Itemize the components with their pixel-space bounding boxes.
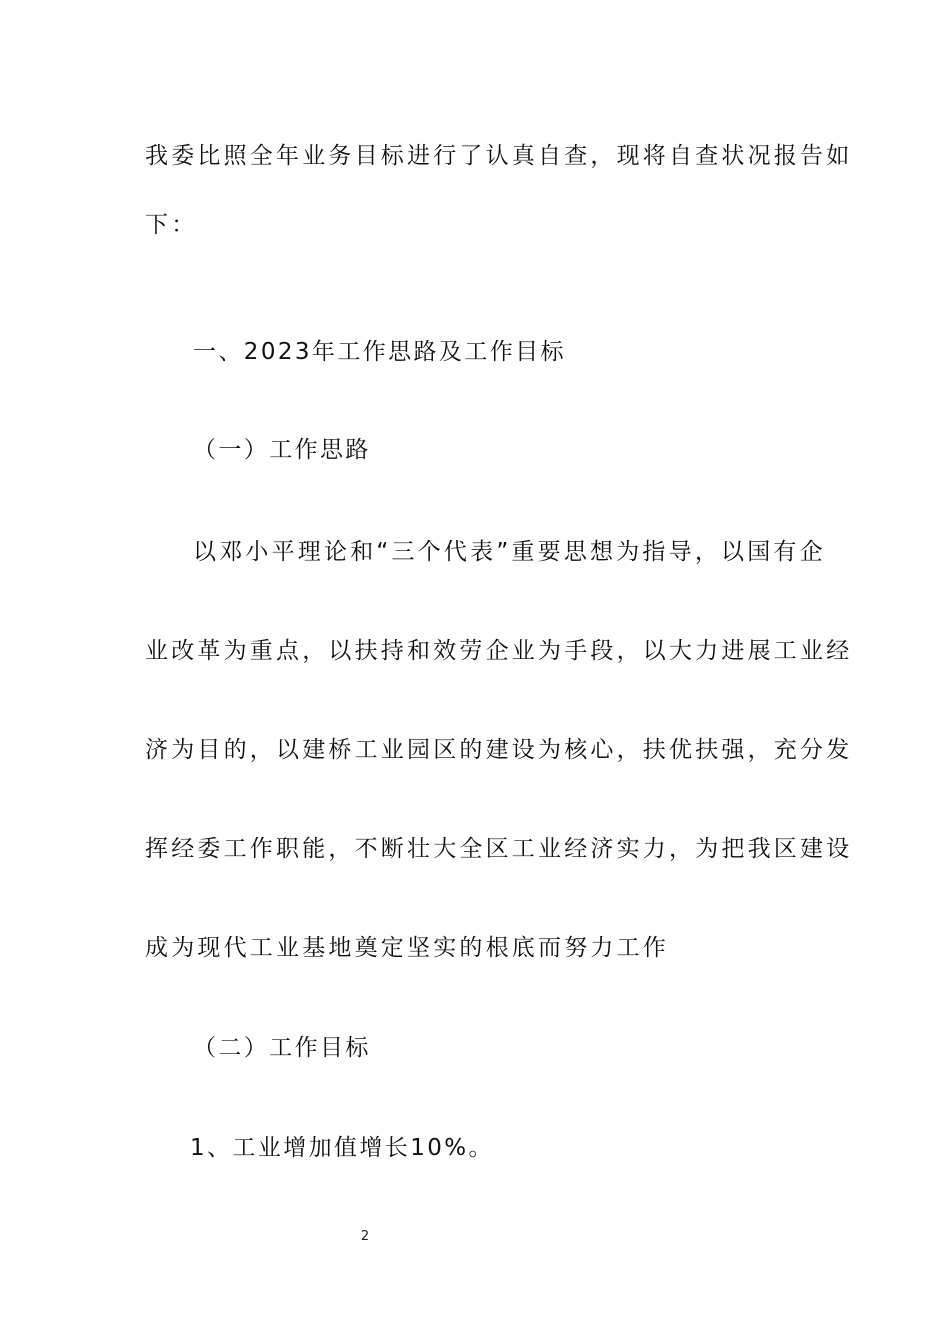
paragraph-line: 业改革为重点，以扶持和效劳企业为手段，以大力进展工业经 bbox=[145, 638, 853, 664]
section-heading: 一、2023年工作思路及工作目标 bbox=[193, 339, 566, 365]
paragraph-line: 成为现代工业基地奠定坚实的根底而努力工作 bbox=[145, 935, 669, 961]
page-number: 2 bbox=[360, 1229, 370, 1244]
subsection-heading: （一）工作思路 bbox=[193, 437, 371, 463]
paragraph-line: 挥经委工作职能，不断壮大全区工业经济实力，为把我区建设 bbox=[145, 836, 853, 862]
paragraph-line: 我委比照全年业务目标进行了认真自查，现将自查状况报告如 bbox=[145, 143, 853, 169]
paragraph-line: 济为目的，以建桥工业园区的建设为核心，扶优扶强，充分发 bbox=[145, 737, 853, 763]
paragraph-line: 以邓小平理论和“三个代表”重要思想为指导，以国有企 bbox=[193, 539, 826, 565]
list-item: 1、工业增加值增长10%。 bbox=[190, 1135, 494, 1161]
paragraph-line: 下： bbox=[145, 212, 198, 238]
subsection-heading: （二）工作目标 bbox=[193, 1035, 371, 1061]
